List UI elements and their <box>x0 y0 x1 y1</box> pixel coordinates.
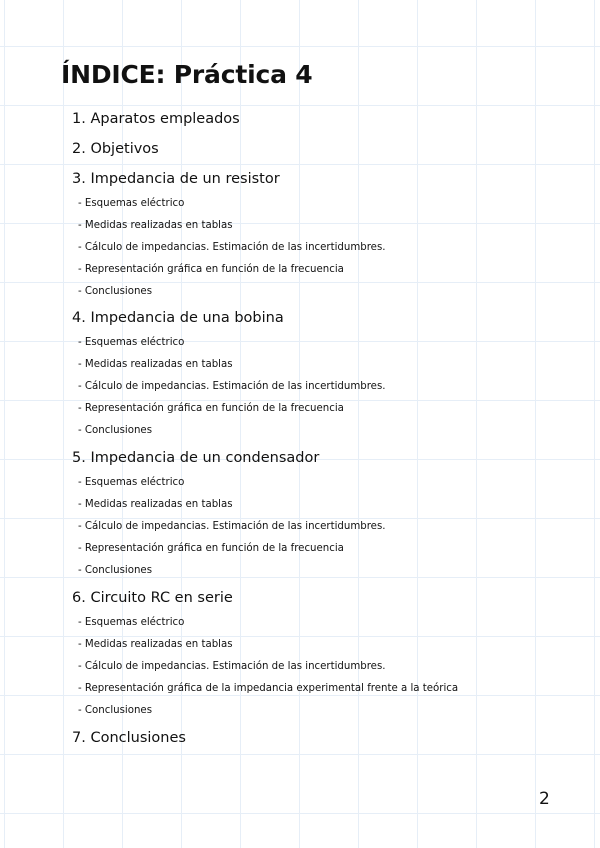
toc-subitem: - Conclusiones <box>78 286 153 297</box>
toc-subitem: - Conclusiones <box>78 425 153 436</box>
toc-section-heading: 4. Impedancia de una bobina <box>72 310 284 326</box>
toc-subitem: - Representación gráfica en función de la frecuencia <box>78 403 344 414</box>
toc-subitem: - Cálculo de impedancias. Estimación de las incertidumbres. <box>78 381 386 392</box>
toc-subitem: - Esquemas eléctrico <box>78 198 185 209</box>
toc-section-heading: 1. Aparatos empleados <box>72 111 240 127</box>
toc-subitem: - Medidas realizadas en tablas <box>78 499 233 510</box>
toc-subitem: - Representación gráfica en función de la frecuencia <box>78 543 344 554</box>
toc-subitem: - Conclusiones <box>78 565 153 576</box>
toc-subitem: - Cálculo de impedancias. Estimación de las incertidumbres. <box>78 661 386 672</box>
toc-section-heading: 3. Impedancia de un resistor <box>72 171 280 187</box>
toc-section-heading: 2. Objetivos <box>72 141 159 157</box>
toc-subitem: - Esquemas eléctrico <box>78 337 185 348</box>
toc-subitem: - Conclusiones <box>78 705 153 716</box>
toc-subitem: - Medidas realizadas en tablas <box>78 359 233 370</box>
toc-section-heading: 5. Impedancia de un condensador <box>72 450 320 466</box>
toc-subitem: - Representación gráfica en función de la frecuencia <box>78 264 344 275</box>
page-title: ÍNDICE: Práctica 4 <box>61 60 313 89</box>
page-number: 2 <box>539 789 550 809</box>
toc-subitem: - Cálculo de impedancias. Estimación de las incertidumbres. <box>78 521 386 532</box>
toc-subitem: - Esquemas eléctrico <box>78 477 185 488</box>
toc-subitem: - Medidas realizadas en tablas <box>78 639 233 650</box>
toc-subitem: - Cálculo de impedancias. Estimación de las incertidumbres. <box>78 242 386 253</box>
toc-subitem: - Esquemas eléctrico <box>78 617 185 628</box>
toc-subitem: - Representación gráfica de la impedancia experimental frente a la teórica <box>78 683 459 694</box>
toc-subitem: - Medidas realizadas en tablas <box>78 220 233 231</box>
toc-section-heading: 7. Conclusiones <box>72 730 186 746</box>
toc-section-heading: 6. Circuito RC en serie <box>72 590 233 606</box>
